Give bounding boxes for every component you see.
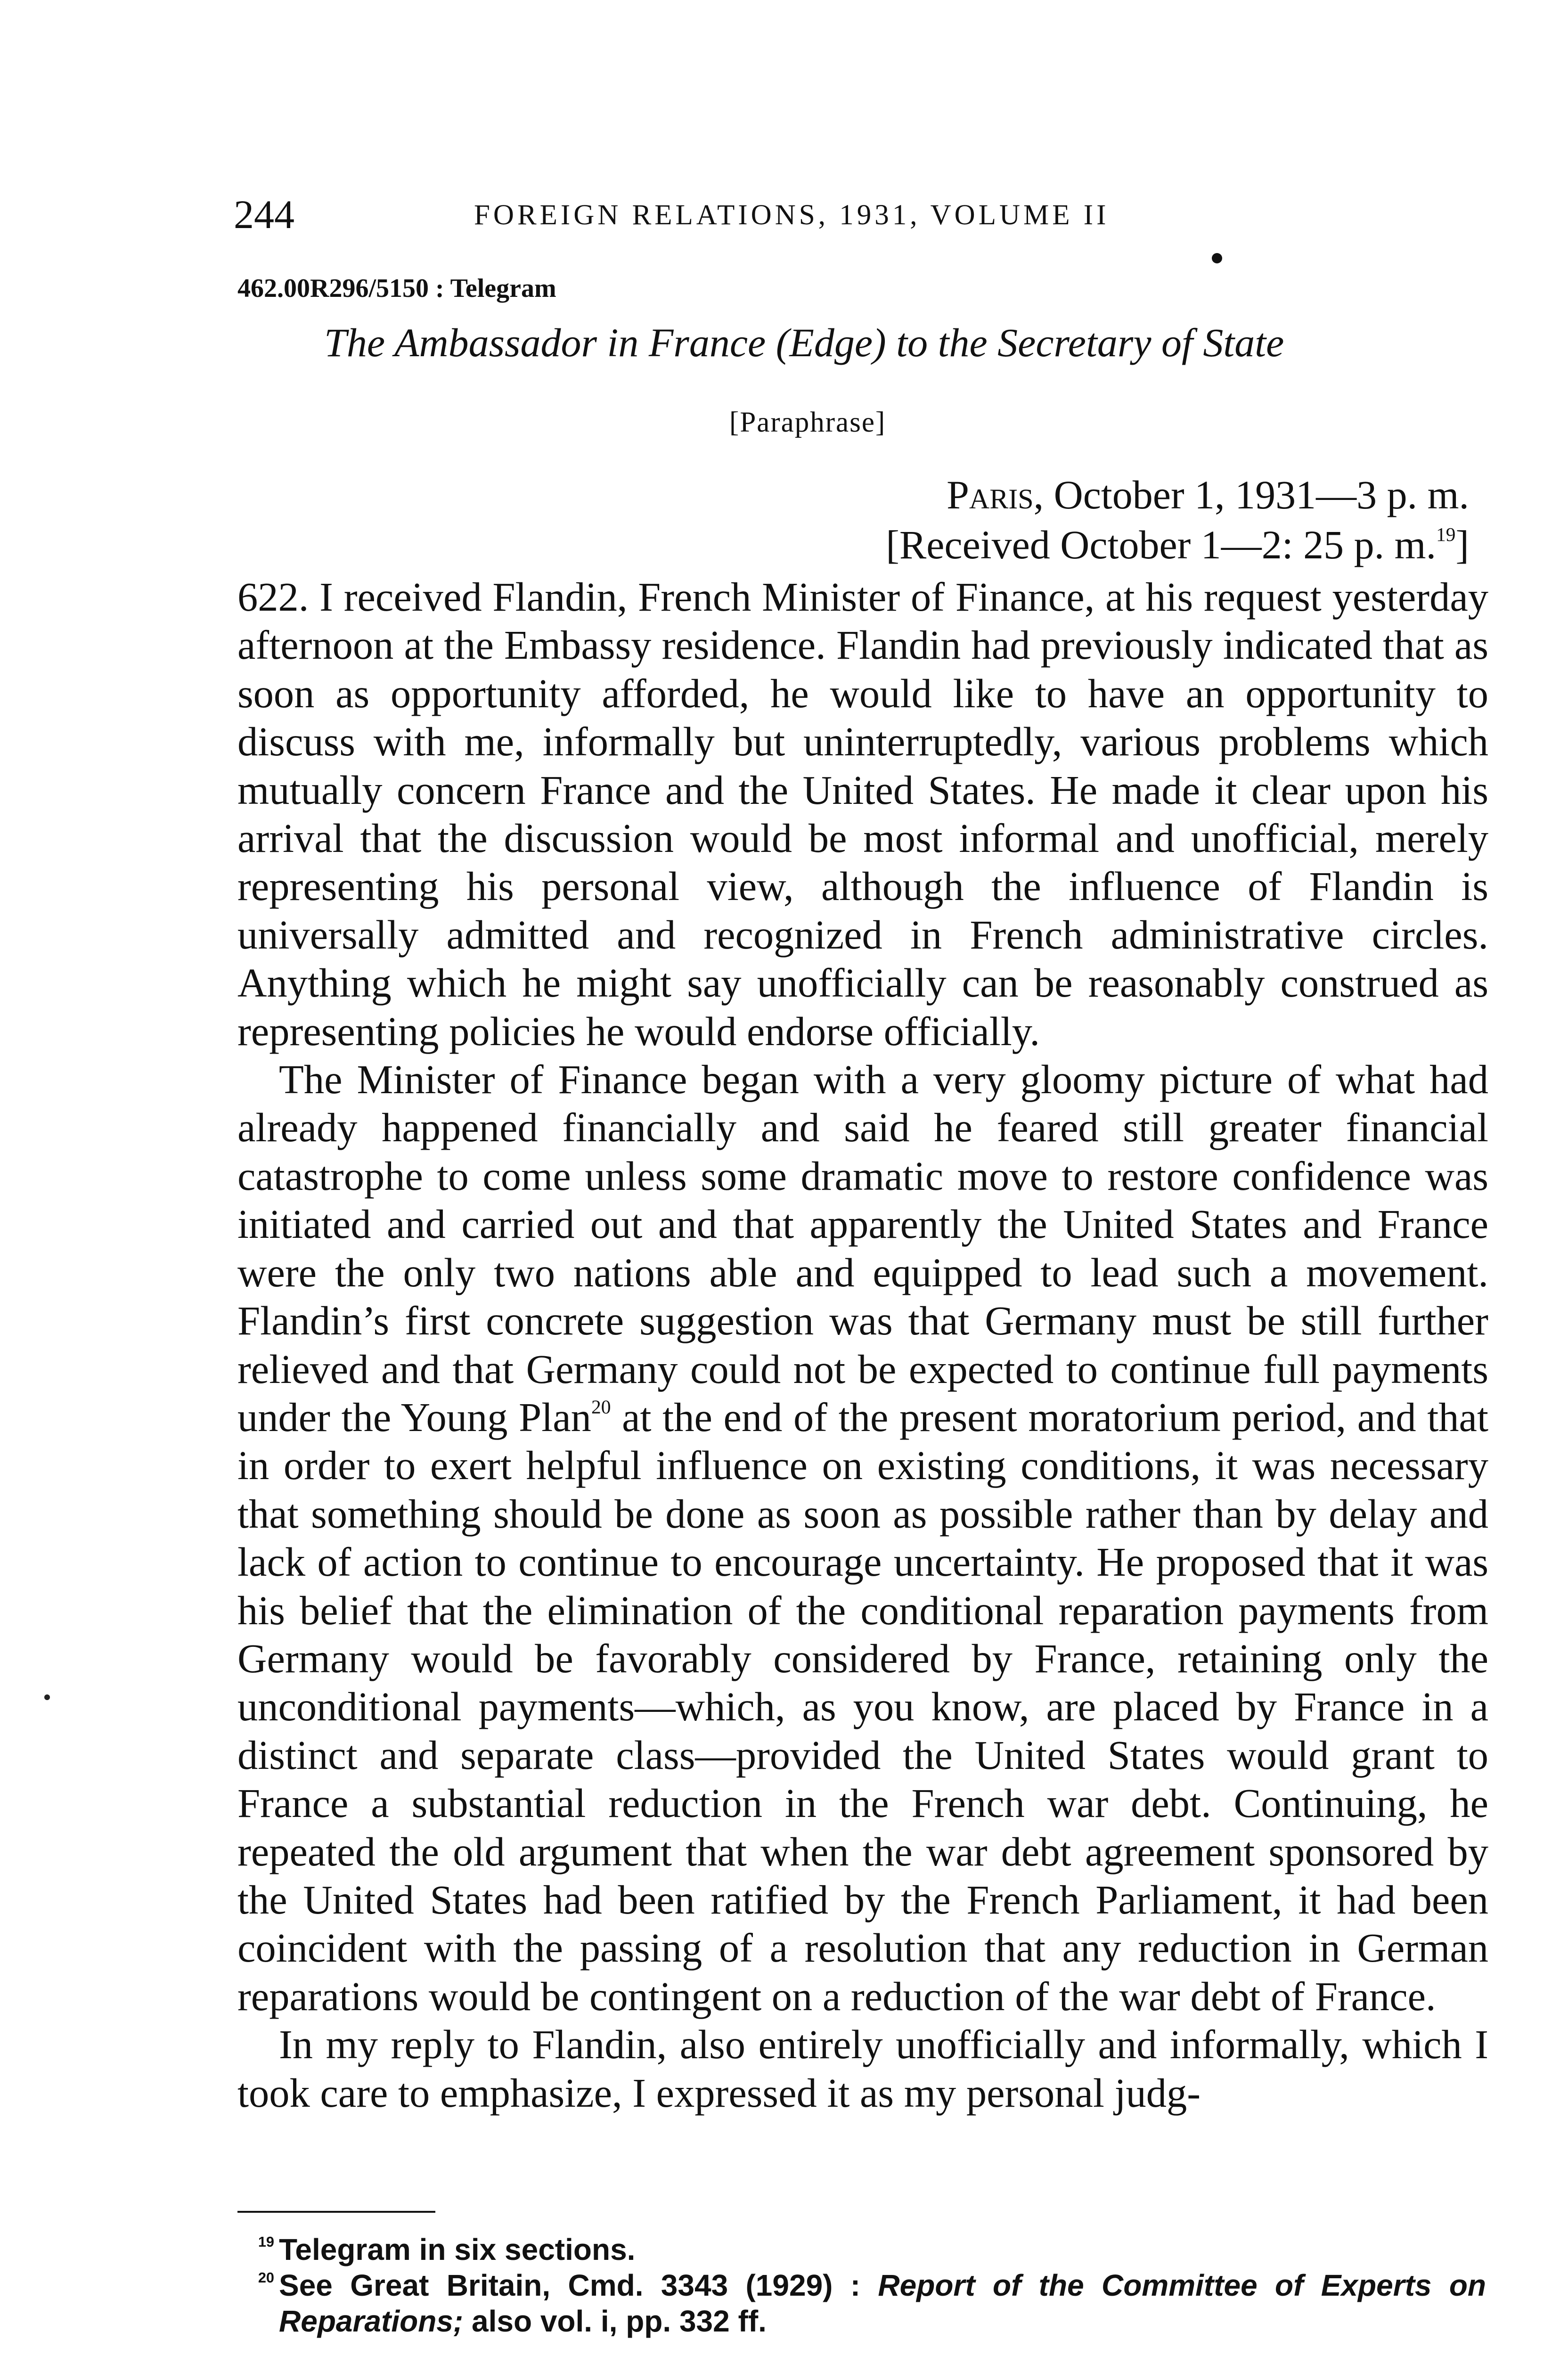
- dateline: [947, 471, 1469, 518]
- footnote-report-title: Report of the Committee of Experts on Reparations;: [279, 2268, 1486, 2338]
- document-title: The Ambassador in France (Edge) to the Secretary of State: [324, 320, 1284, 365]
- paraphrase-label: [Paraphrase]: [729, 407, 886, 438]
- margin-mark: [44, 1694, 50, 1700]
- footnote-text-end: also vol. i, pp. 332 ff.: [463, 2304, 767, 2338]
- received-line: [886, 521, 1469, 568]
- paragraph-2-text-a: The Minister of Finance began with a very gloomy picture of what had already happened financially and said he feared still greater financial catastrophe to come unless some dramatic move to restore confidence was initiated and carried out and that apparently the United States and France were the only two nations able and equipped to lead such a movement. Flandin’s first concrete suggestion was that Germany must be still further relieved and that Germany could not be expected to continue full payments under the Young Plan: [237, 1057, 1488, 1440]
- footnote-divider: [237, 2211, 435, 2213]
- footnotes: [237, 2232, 1486, 2339]
- paragraph-2: [237, 1055, 1488, 2021]
- file-reference: 462.00R296/5150 : Telegram: [237, 274, 556, 303]
- telegram-body: [237, 573, 1488, 2117]
- footnote-text: Telegram in six sections.: [279, 2233, 636, 2266]
- page-header: [234, 188, 1506, 240]
- dateline-date: October 1, 1931—3 p. m.: [1044, 472, 1469, 517]
- running-title: FOREIGN RELATIONS, 1931, VOLUME II: [474, 199, 1110, 231]
- dateline-place: Paris,: [947, 472, 1044, 517]
- received-close: ]: [1455, 522, 1469, 567]
- print-dot: [1212, 253, 1222, 263]
- paragraph-2-text-b: at the end of the present moratorium period, and that in order to exert helpful influence on existing conditions, it was necessary that something should be done as soon as possible rather than by delay and lack of action to continue to encourage uncertainty. He proposed that it was his belief that the elimination of the conditional reparation payments from Germany would be favorably considered by France, retaining only the unconditional payments—which, as you know, are placed by France in a distinct and separate class—provided the United States would grant to France a substantial reduction in the French war debt. Continuing, he repeated the old argument that when the war debt agreement sponsored by the United States had been ratified by the French Parliament, it had been coincident with the passing of a resolution that any reduction in German reparations would be contingent on a reduction of the war debt of France.: [237, 1394, 1488, 2019]
- received-text: [Received October 1—2: 25 p. m.: [886, 522, 1437, 567]
- footnote-ref-19: 19: [1436, 523, 1456, 545]
- paragraph-3: In my reply to Flandin, also entirely unofficially and informally, which I took care to emphasize, I expressed it as my personal judg-: [237, 2022, 1488, 2116]
- footnote-20: $^{20}$ See Great Britain, Cmd. 3343 (1929) : Report of the Committee of Experts on Reparations; also vol. i, pp. 332 ff.: [258, 2268, 1486, 2338]
- paragraph-1: 622. I received Flandin, French Minister of Finance, at his request yesterday afternoon at the Embassy residence. Flandin had previously indicated that as soon as opportunity afforded, he would like to have an opportunity to discuss with me, informally but uninterruptedly, various problems which mutually concern France and the United States. He made it clear upon his arrival that the discussion would be most informal and unofficial, merely representing his personal view, although the influence of Flandin is universally admitted and recognized in French administrative circles. Anything which he might say unofficially can be reasonably construed as representing policies he would endorse officially.: [237, 574, 1488, 1054]
- page-number: 244: [234, 192, 294, 237]
- footnote-text: See Great Britain, Cmd. 3343 (1929) :: [279, 2268, 878, 2302]
- footnote-ref-20: 20: [591, 1396, 611, 1418]
- footnote-19: $^{19}$ Telegram in six sections.: [258, 2233, 636, 2266]
